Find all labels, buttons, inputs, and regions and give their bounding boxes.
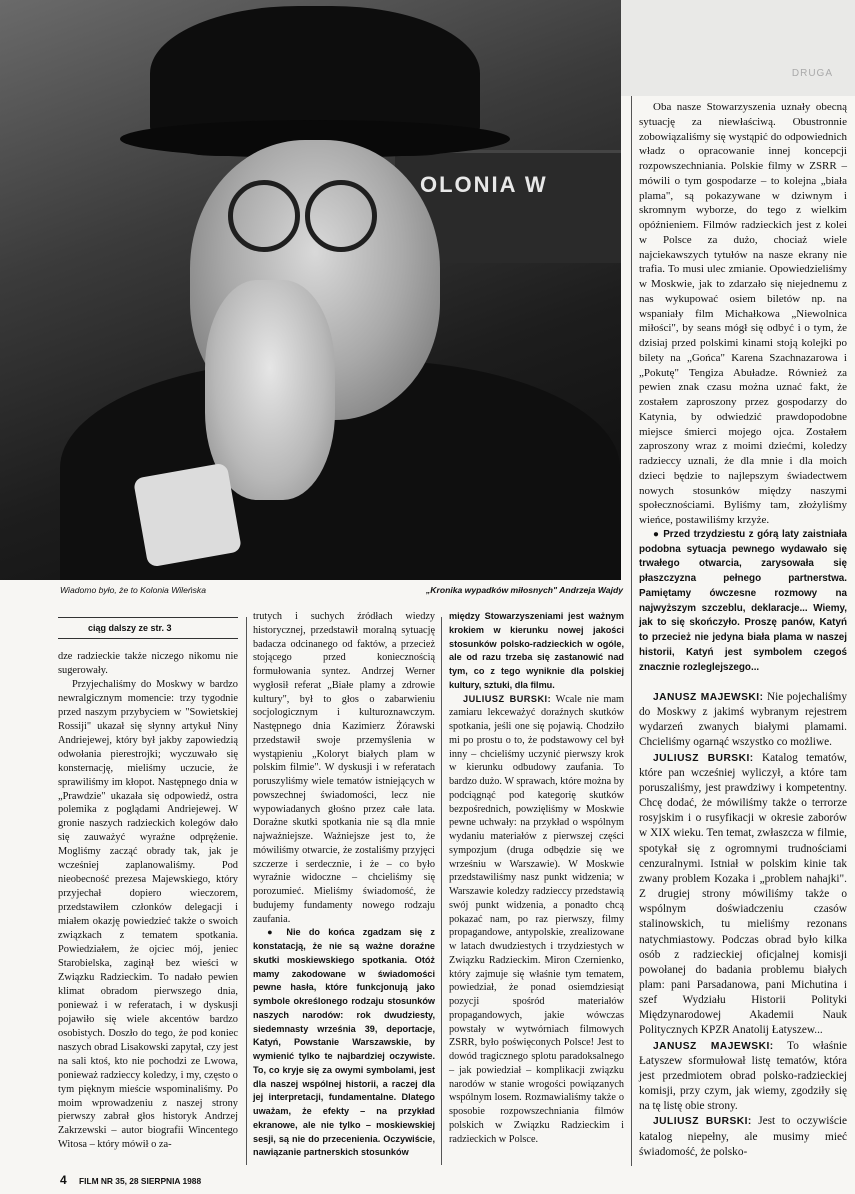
speaker-text: Wcale nie mam zamiaru lekceważyć doraźnych skutków spotkania, jeśli one się pojawią. Chodziło mi po prostu o to, że podstawowy cel był inny – chcieliśmy uczynić pierwszy krok w kierunku odbudowy zaufania. To bardzo dużo. W sprawach, które można by podciągnąć pod kategorię skutków bezpośrednich, powzięliśmy w Moskwie pewne uchwały: na przykład o wspólnym wydaniu materiałów z pierwszej części sympozjum (druga odbędzie się we wrześniu w Warszawie). W Moskwie przedstawiliśmy nasz punkt widzenia; w Warszawie koledzy radzieccy przedstawią swój punkt widzenia, a ponadto chcą pokazać nam, po raz pierwszy, filmy propagandowe, antypolskie, zrealizowane w latach dwudziestych i trzydziestych w Związku Radzieckim. Miron Czernienko, który zajmuje się właśnie tym tematem, powiedział, że ponad osiemdziesiąt pozycji spośród materiałów propagandowych, jakie wówczas powstały w wytwórniach filmowych ZSRR, było poświęconych Polsce! Jest to dowód tragicznego splotu paradoksalnego – jak powiedział – komplikacji związku narodów w stanie wrogości powiązanych wspólnym losem. Rozmawialiśmy także o sposobie rozpowszechniania filmów polskich w Związku Radzieckim i radzieckich w Polsce. bbox=[449, 693, 624, 1145]
speaker-text: Katalog tematów, które pan wcześniej wyliczył, a które tam poruszaliśmy, jest prawdziwy i kompetentny. Chcę dodać, że mówiliśmy także o terrorze rosyjskim i o rusyfikacji w okresie zaborów w XIX wieku. Ten temat, zwłaszcza w filmie, spotykał się z ogromnymi trudnościami cenzuralnymi. Istniał w polskim kinie tak zwany problem Kozaka i „problem nahajki". Z drugiej strony mówiliśmy także o wspólnym doświadczeniu czasów stalinowskich, tu mieliśmy rezonans natychmiastowy. Podczas obrad było kilka osób z radzieckiej oficjalnej komisji powołanej do badania problemu białych plam: pani Parsadanowa, pani Michutina i szef Wydziału Historii Polityki Międzynarodowej Akademii Nauk Politycznych KPZR Anatolij Łatyszew... bbox=[639, 751, 847, 1037]
photo-caption-right: „Kronika wypadków miłosnych" Andrzeja Wajdy bbox=[426, 585, 624, 595]
speaker-paragraph bbox=[639, 751, 847, 1039]
glasses-right-lens bbox=[305, 180, 377, 252]
paragraph: dze radzieckie także niczego nikomu nie sugerowały. bbox=[58, 651, 238, 676]
column-rule bbox=[441, 617, 442, 1165]
article-column-4 bbox=[639, 690, 847, 1160]
speaker-text: To właśnie Łatyszew sformułował listę tematów, która jest przedmiotem obrad polsko-radzieckiej komisji, przy czym, jak wiemy, zgodziły się na tę listę obie strony. bbox=[639, 1039, 847, 1113]
speaker-name: JANUSZ MAJEWSKI: bbox=[653, 1040, 774, 1052]
photo-caption-left: Wiadomo było, że to Kolonia Wileńska bbox=[60, 585, 207, 595]
speaker-paragraph bbox=[639, 1114, 847, 1159]
bold-paragraph: ● Przed trzydziestu z górą laty zaistniała podobna sytuacja pewnego wydawało się trwałego otwarcia, zarysowała się płaszczyzna pełnego partnerstwa. Pamiętamy ówczesne rozmowy na najwyższym szczeblu, deklaracje... Wiemy, jak to się skończyło. Proszę panów, Katyń to przecież nie jedyna biała plama w naszej historii, Katyń jest symbolem czegoś znacznie rozleglejszego... bbox=[639, 528, 847, 673]
speaker-text: Jest to oczywiście katalog niepełny, ale musimy mieć świadomość, że polsko- bbox=[639, 1115, 847, 1158]
photo-man-with-hat bbox=[0, 0, 621, 580]
column-rule bbox=[631, 96, 632, 1166]
continued-rule-top bbox=[58, 617, 238, 618]
speaker-name: JULIUSZ BURSKI: bbox=[653, 1116, 752, 1128]
article-column-1 bbox=[58, 650, 238, 1152]
photo-sign-text: OLONIA W bbox=[420, 172, 548, 197]
continued-from-label: ciąg dalszy ze str. 3 bbox=[88, 623, 172, 633]
column-rule bbox=[246, 617, 247, 1165]
paragraph: Oba nasze Stowarzyszenia uznały obecną sytuację za niewłaściwą. Obustronnie zobowiązaliśmy się wystąpić do odpowiednich władz o opracowanie innej koncepcji rozpowszechniania. Polskie filmy w ZSRR – mówili o tym gospodarze – to kolejna „biała plama", są pokazywane w dziwnym i skromnym wyborze, do tego z wielkim opóźnieniem. Filmów radzieckich jest z kolei w Polsce za dużo, chociaż wiele najciekawszych tytułów na nasze ekrany nie trafia. To musi ulec zmianie. Opowiedzieliśmy w Moskwie, jak to zdarzało się niejednemu z nas wykupować osiem biletów np. na wspaniały film Michałkowa „Niewolnica miłości", by seans mógł się odbyć i o tym, że dzisiaj przed polskimi kinami stoją kolejki po bilety na „Gońca" Karena Szachnazarowa i „Pokutę" Tengiza Abuładze. Również za pewien znak czasu można uznać fakt, że zostałem zaproszony przez gospodarzy do Katynia, by odwiedzić prawdopodobne miejsce śmierci mojego ojca. Zostałem zaproszony wraz z moimi dziećmi, koledzy radzieccy uznali, że dla mnie i dla moich dzieci będzie to najlepszym świadectwem nowych stosunków między naszymi społecznościami. Byliśmy tam, złożyliśmy wieńce, postawiliśmy krzyże. bbox=[639, 101, 847, 526]
speaker-paragraph bbox=[639, 690, 847, 751]
article-column-2 bbox=[253, 610, 435, 1160]
speaker-name: JULIUSZ BURSKI: bbox=[463, 693, 552, 704]
page-footer bbox=[60, 1173, 201, 1187]
top-right-panel bbox=[621, 0, 855, 96]
speaker-name: JANUSZ MAJEWSKI: bbox=[653, 692, 764, 703]
speaker-name: JULIUSZ BURSKI: bbox=[653, 752, 754, 764]
page-number: 4 bbox=[60, 1173, 67, 1187]
speaker-paragraph bbox=[639, 1039, 847, 1115]
paragraph: Przyjechaliśmy do Moskwy w bardzo newralgicznym momencie: trzy tygodnie przed naszym przybyciem w "Sowietskiej Rossiji" ukazał się słynny artykuł Niny Andriejewej, który był jakby zapowiedzią odwołania pierestrojki; wyczuwało się konsternację, mieliśmy uczucie, że sprawiliśmy im kłopot. Następnego dnia w „Prawdzie" ukazała się odpowiedź, ostra polemika z poglądami Andriejewej. W gronie naszych radzieckich kolegów dało się zauważyć wyraźne odprężenie. Mogliśmy zacząć obrady tak, jak je wcześniej zaplanowaliśmy. Pod nieobecność prezesa Majewskiego, który przyjechał dopiero wieczorem, przedstawiłem członków delegacji i miałem okazję powiedzieć także o swoich związkach z tematem spotkania. Powiedziałem, że ojciec mój, jeniec Starobielska, zaginął bez wieści w Związku Radzieckim. To nadało pewien klimat obradom pierwszego dnia, ponieważ i w referatach, i w dyskusji pojawiło się wiele akcentów bardzo osobistych. Doszło do tego, że pod koniec naszych obrad Lisakowski zapytał, czy jest na sali ktoś, kto nie pochodzi ze Lwowa, ponieważ radzieccy koledzy, i my, często o tym pięknym mieście wspominaliśmy. Po moim wprowadzeniu z naszej strony pierwszy zabrał głos historyk Andrzej Zakrzewski – autor biografii Wincentego Witosa – który mówił o za- bbox=[58, 678, 238, 1151]
photo-shirt-cuff bbox=[133, 462, 242, 567]
bold-paragraph: ● Nie do końca zgadzam się z konstatacją, że nie są ważne doraźne skutki moskiewskiego spotkania. Otóż mamy zakodowane w świadomości pewne hasła, które funkcjonują jako symbole określonego rodzaju stosunków naszych narodów: rok dwudziesty, siedemnasty września 39, deportacje, Katyń, Powstanie Warszawskie, by wymienić tylko te najbardziej oczywiste. To, co kryje się za owymi symbolami, jest dla naszej wspólnej historii, a raczej dla jej interpretacji, fundamentalne. Dlatego uważam, że efekty – na przykład ekranowe, ale nie tylko – moskiewskiej sesji, są nie do przecenienia. Oczywiście, nawiązanie partnerskich stosunków bbox=[253, 927, 435, 1158]
speaker-paragraph bbox=[449, 693, 624, 1147]
article-column-right-top bbox=[639, 100, 847, 675]
bold-paragraph: między Stowarzyszeniami jest ważnym krokiem w kierunku nowej jakości stosunków polsko-radzieckich w ogóle, ale od razu trzeba się zastanowić nad tym, co z tego wyniknie dla polskiej kultury, sztuki, dla filmu. bbox=[449, 611, 624, 690]
continued-rule-bottom bbox=[58, 638, 238, 639]
speaker-text: Nie pojechaliśmy do Moskwy z jakimś wybranym rejestrem wydarzeń zwanych białymi plamami. Chcieliśmy ogarnąć wszystko co możliwe. bbox=[639, 691, 847, 749]
section-tag: DRUGA bbox=[791, 68, 833, 79]
paragraph: trutych i suchych źródłach wiedzy historycznej, przedstawił moralną sytuację badacza odcinanego od faktów, a przecież stojącego przed koniecznością formułowania syntez. Andrzej Werner wygłosił referat „Białe plamy a zdrowie kultury", był to głos o zabarwieniu socjologicznym i kulturoznawczym. Następnego dnia Kazimierz Żórawski przedstawił swoje przemyślenia w wystąpieniu „Koloryt białych plam w polskim filmie". W dyskusji i w referatach poruszyliśmy wiele tematów istniejących w powszechnej świadomości, lecz nie wypowiadanych głośno przez całe lata. Dorażne skutki spotkania nie są dla mnie najważniejsze. Ważniejsze jest to, że mówiliśmy otwarcie, że zostaliśmy przyjęci szczerze i serdecznie, i że – co było wyraźnie widoczne – chcieliśmy się porozumieć. Mieliśmy świadomość, że budujemy fundamenty nowego rodzaju zaufania. bbox=[253, 611, 435, 925]
article-column-3 bbox=[449, 610, 624, 1146]
issue-info: FILM NR 35, 28 SIERPNIA 1988 bbox=[79, 1176, 202, 1186]
glasses-left-lens bbox=[228, 180, 300, 252]
